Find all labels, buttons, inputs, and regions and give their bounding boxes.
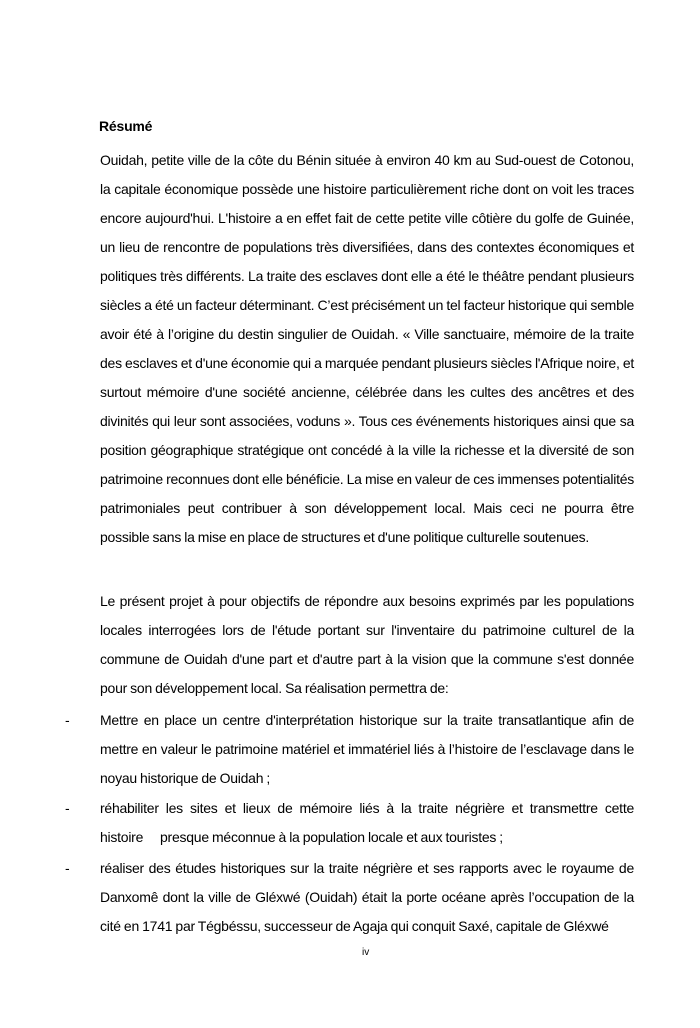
- bullet-text: réhabiliter les sites et lieux de mémoire liés à la traite négrière et transmettre cette histoire presque méconnue à la population locale et aux touristes ;: [100, 800, 634, 845]
- page-number: iv: [362, 947, 370, 958]
- page-title: Résumé: [99, 118, 153, 134]
- bullet-item-rehabilitate-sites: [65, 794, 634, 852]
- bullet-text: Mettre en place un centre d'interprétation historique sur la traite transatlantique afin de mettre en valeur le patrimoine matériel et immatériel liés à l’histoire de l’esclavage dans le noyau historique de Ouidah ;: [100, 712, 634, 786]
- bullet-marker: -: [65, 800, 70, 816]
- bullet-text: réaliser des études historiques sur la traite négrière et ses rapports avec le royaume de Danxomê dont la ville de Gléxwé (Ouidah) était la porte océane après l’occupation de la cité en 1741 par Tégbéssu, successeur de Agaja qui conquit Saxé, capitale de Gléxwé: [100, 860, 634, 934]
- paragraph-intro: Ouidah, petite ville de la côte du Bénin située à environ 40 km au Sud-ouest de Cotonou, la capitale économique possède une histoire particulièrement riche dont on voit les traces encore aujourd'hui. L'histoire a en effet fait de cette petite ville côtière du golfe de Guinée, un lieu de rencontre de populations très diversifiées, dans des contextes économiques et politiques très différents. La traite des esclaves dont elle a été le théâtre pendant plusieurs siècles a été un facteur déterminant. C’est précisément un tel facteur historique qui semble avoir été à l’origine du destin singulier de Ouidah. « Ville sanctuaire, mémoire de la traite des esclaves et d'une économie qui a marquée pendant plusieurs siècles l'Afrique noire, et surtout mémoire d'une société ancienne, célébrée dans les cultes des ancêtres et des divinités qui leur sont associées, voduns ». Tous ces événements historiques ainsi que sa position géographique stratégique ont concédé à la ville la richesse et la diversité de son patrimoine reconnues dont elle bénéficie. La mise en valeur de ces immenses potentialités patrimoniales peut contribuer à son développement local. Mais ceci ne pourra être possible sans la mise en place de structures et d'une politique culturelle soutenues.: [100, 152, 634, 545]
- paragraph-objectives: Le présent projet à pour objectifs de répondre aux besoins exprimés par les populations locales interrogées lors de l'étude portant sur l'inventaire du patrimoine culturel de la commune de Ouidah d'une part et d'autre part à la vision que la commune s'est donnée pour son développement local. Sa réalisation permettra de:: [100, 593, 634, 696]
- bullet-marker: -: [65, 712, 70, 728]
- bullet-item-interpretation-center: [65, 706, 634, 793]
- bullet-item-historical-studies: [65, 854, 634, 941]
- bullet-marker: -: [65, 860, 70, 876]
